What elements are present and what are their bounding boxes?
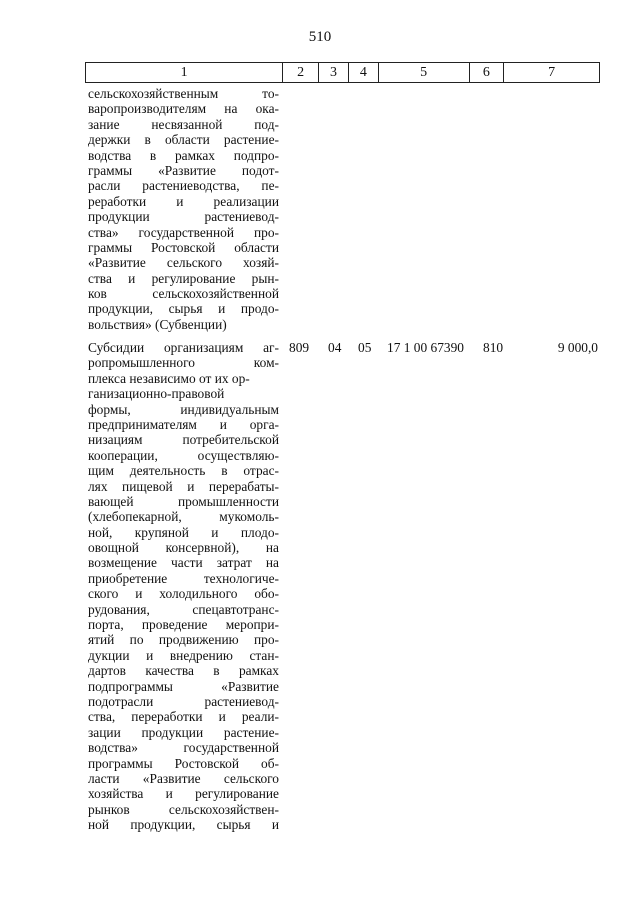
text-line: зание несвязанной под- [88, 116, 279, 132]
target-code: 17 1 00 67390 [387, 340, 464, 355]
text-line: предпринимателям и орга- [88, 416, 279, 432]
header-col-1: 1 [86, 63, 283, 82]
ministry-code: 809 [289, 340, 310, 355]
text-line: (хлебопекарной, мукомоль- [88, 509, 279, 525]
text-line: рынков сельскохозяйствен- [88, 801, 279, 817]
text-line: лях пищевой и перерабаты- [88, 478, 279, 494]
text-line: плекса независимо от их ор- [88, 370, 250, 386]
text-line: формы, индивидуальным [88, 401, 279, 417]
text-line: низациям потребительской [88, 432, 279, 448]
text-line: ятий по продвижению про- [88, 632, 279, 648]
text-line: ганизационно-правовой [88, 386, 225, 402]
text-line: сельскохозяйственным то- [88, 86, 279, 101]
text-line: «Развитие сельского хозяй- [88, 255, 279, 271]
text-line: водства в рамках подпро- [88, 147, 279, 163]
header-col-5: 5 [379, 63, 470, 82]
row1-description [88, 86, 279, 332]
header-col-2: 2 [283, 63, 319, 82]
text-line: возмещение части затрат на [88, 555, 279, 571]
header-col-7: 7 [548, 65, 556, 80]
row2-description [88, 340, 279, 833]
text-line: овощной консервной), на [88, 540, 279, 556]
header-col-3: 3 [319, 63, 349, 82]
text-line: хозяйства и регулирование [88, 786, 279, 802]
text-line: реработки и реализации [88, 193, 279, 209]
text-line: Субсидии организациям аг- [88, 340, 279, 355]
text-line: граммы «Развитие подот- [88, 162, 279, 178]
header-col-4: 4 [349, 63, 379, 82]
text-line: зации продукции растение- [88, 724, 279, 740]
text-line: продукции, сырья и продо- [88, 301, 279, 317]
text-line: вающей промышленности [88, 493, 279, 509]
section-code: 04 [328, 340, 342, 355]
text-line: ства» государственной про- [88, 224, 279, 240]
text-line: щим деятельность в отрас- [88, 463, 279, 479]
text-line: порта, проведение меропри- [88, 617, 279, 633]
subsection-code: 05 [358, 340, 372, 355]
text-line: ков сельскохозяйственной [88, 286, 279, 302]
text-line: ной, крупяной и плодо- [88, 524, 279, 540]
text-line: граммы Ростовской области [88, 239, 279, 255]
text-line: варопроизводителям на ока- [88, 101, 279, 117]
text-line: дартов качества в рамках [88, 663, 279, 679]
text-line: ского и холодильного обо- [88, 586, 279, 602]
text-line: держки в области растение- [88, 132, 279, 148]
text-line: расли растениеводства, пе- [88, 178, 279, 194]
text-line: программы Ростовской об- [88, 755, 279, 771]
text-line: кооперации, осуществляю- [88, 447, 279, 463]
text-line: подотрасли растениевод- [88, 693, 279, 709]
text-line: продукции растениевод- [88, 209, 279, 225]
text-line: дукции и внедрению стан- [88, 647, 279, 663]
expense-type-code: 810 [483, 340, 504, 355]
text-line: вольствия» (Субвенции) [88, 316, 227, 332]
text-line: подпрограммы «Развитие [88, 678, 279, 694]
text-line: ропромышленного ком- [88, 355, 279, 371]
text-line: ства и регулирование рын- [88, 270, 279, 286]
text-line: ласти «Развитие сельского [88, 770, 279, 786]
text-line: водства» государственной [88, 740, 279, 756]
text-line: ной продукции, сырья и [88, 817, 279, 833]
header-col-6: 6 [470, 63, 505, 82]
amount-value: 9 000,0 [557, 340, 598, 355]
text-line: приобретение технологиче- [88, 570, 279, 586]
table-header-row [85, 62, 600, 83]
page-number: 510 [308, 29, 332, 45]
row2-values [283, 339, 600, 357]
text-line: рудования, спецавтотранс- [88, 601, 279, 617]
text-line: ства, переработки и реали- [88, 709, 279, 725]
